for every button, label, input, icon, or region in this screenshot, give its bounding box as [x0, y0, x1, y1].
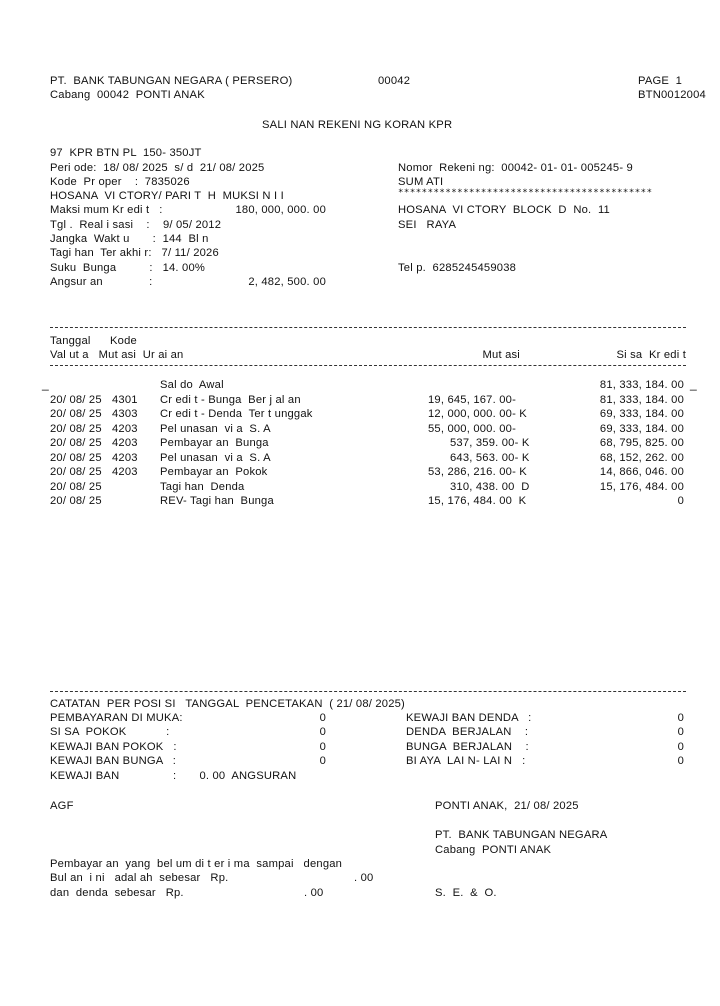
- row-mutasi: 15, 176, 484. 00 K: [428, 495, 527, 507]
- row-sisa: 0: [677, 495, 684, 507]
- table-row: [0, 378, 720, 392]
- row-code: 4303: [112, 408, 138, 420]
- project-name: HOSANA VI CTORY/ PARI T H MUKSI N I I: [50, 190, 284, 202]
- row-desc: Pel unasan vi a S. A: [160, 422, 271, 435]
- note-value: 0: [319, 741, 326, 753]
- row-date: 20/ 08/ 25: [50, 466, 102, 478]
- tagihan-terakhir: Tagi han Ter akhi r: 7/ 11/ 2026: [50, 247, 219, 259]
- footer-branch: Cabang PONTI ANAK: [435, 844, 552, 856]
- table-row: [0, 407, 720, 421]
- phone: Tel p. 6285245459038: [398, 262, 517, 274]
- row-desc: Pel unasan vi a S. A: [160, 451, 271, 464]
- row-sisa: 15, 176, 484. 00: [599, 480, 684, 493]
- col-kode: Kode: [110, 335, 137, 347]
- place-date: PONTI ANAK, 21/ 08/ 2025: [435, 800, 579, 812]
- table-row: [0, 393, 720, 407]
- stars-separator: *******************************************: [398, 188, 653, 198]
- tgl-realisasi: Tgl . Real i sasi : 9/ 05/ 2012: [50, 219, 222, 231]
- table-row: [0, 494, 720, 508]
- row-mutasi: 643, 563. 00- K: [450, 451, 530, 464]
- kewajiban-label: KEWAJI BAN: [50, 770, 120, 782]
- notes-title: CATATAN PER POSI SI TANGGAL PENCETAKAN ( 21/ 08/ 2025): [50, 698, 405, 710]
- address-line-1: HOSANA VI CTORY BLOCK D No. 11: [398, 204, 610, 216]
- page-number: PAGE 1: [638, 75, 683, 87]
- footer-line-2: Bul an i ni adal ah sebesar Rp.: [50, 872, 229, 884]
- note-label: BUNGA BERJALAN :: [406, 741, 529, 753]
- note-label: KEWAJI BAN BUNGA :: [50, 755, 177, 767]
- row-date: 20/ 08/ 25: [50, 422, 102, 435]
- row-mutasi: 537, 359. 00- K: [450, 437, 530, 449]
- customer-name: SUM ATI: [398, 176, 444, 188]
- jangka-waktu: Jangka Wakt u : 144 Bl n: [50, 233, 209, 245]
- note-value: 0: [319, 726, 326, 738]
- row-sisa: 69, 333, 184. 00: [599, 422, 684, 435]
- row-desc: REV- Tagi han Bunga: [160, 495, 274, 507]
- row-date: 20/ 08/ 25: [50, 408, 102, 420]
- suku-bunga: Suku Bunga : 14. 00%: [50, 262, 206, 274]
- col-tanggal: Tanggal: [50, 335, 91, 347]
- kode-proper: Kode Pr oper : 7835026: [50, 176, 190, 188]
- branch-name: Cabang 00042 PONTI ANAK: [50, 89, 205, 101]
- row-code: 4203: [112, 437, 138, 449]
- row-sisa: 81, 333, 184. 00: [599, 379, 684, 391]
- kewajiban-value: : 0. 00 ANGSURAN: [173, 770, 297, 782]
- row-code: 4301: [112, 393, 138, 406]
- note-value: 0: [677, 712, 684, 724]
- table-row: [0, 436, 720, 450]
- angsuran-value: 2, 482, 500. 00: [248, 276, 326, 288]
- margin-mark-left: _: [42, 377, 49, 391]
- row-date: 20/ 08/ 25: [50, 480, 102, 493]
- note-label: PEMBAYARAN DI MUKA:: [50, 712, 183, 724]
- footer-line-2-amount: . 00: [354, 872, 374, 884]
- note-value: 0: [677, 726, 684, 738]
- row-date: 20/ 08/ 25: [50, 495, 102, 507]
- note-value: 0: [319, 755, 326, 767]
- row-mutasi: 310, 438. 00 D: [450, 480, 530, 493]
- note-value: 0: [677, 755, 684, 767]
- periode: Peri ode: 18/ 08/ 2025 s/ d 21/ 08/ 2025: [50, 162, 265, 174]
- agf-label: AGF: [50, 800, 74, 812]
- row-desc: Cr edi t - Bunga Ber j al an: [160, 393, 301, 406]
- row-mutasi: 12, 000, 000. 00- K: [428, 408, 527, 420]
- note-value: 0: [319, 712, 326, 724]
- row-date: 20/ 08/ 25: [50, 451, 102, 464]
- row-code: 4203: [112, 466, 138, 478]
- note-label: KEWAJI BAN POKOK :: [50, 741, 177, 753]
- footer-line-1: Pembayar an yang bel um di t er i ma sampai dengan: [50, 858, 343, 870]
- row-desc: Pembayar an Pokok: [160, 466, 268, 478]
- page-title: SALI NAN REKENI NG KORAN KPR: [262, 119, 453, 131]
- row-sisa: 14, 866, 046. 00: [599, 466, 684, 478]
- row-code: 4203: [112, 422, 138, 435]
- product-name: 97 KPR BTN PL 150- 350JT: [50, 147, 202, 159]
- table-row: [0, 465, 720, 479]
- max-kredit-label: Maksi mum Kr edi t :: [50, 204, 163, 216]
- margin-mark-right: _: [690, 377, 697, 391]
- row-desc: Cr edi t - Denda Ter t unggak: [160, 408, 313, 420]
- table-row: [0, 422, 720, 436]
- footer-line-3-amount: . 00: [304, 887, 324, 899]
- row-date: 20/ 08/ 25: [50, 437, 102, 449]
- note-label: KEWAJI BAN DENDA :: [406, 712, 532, 724]
- row-sisa: 68, 152, 262. 00: [599, 451, 684, 464]
- angsuran-label: Angsur an :: [50, 276, 153, 288]
- row-date: 20/ 08/ 25: [50, 393, 102, 406]
- max-kredit-value: 180, 000, 000. 00: [235, 204, 326, 216]
- col-header-row2: Val ut a Mut asi Ur ai an: [50, 349, 184, 361]
- row-desc: Sal do Awal: [160, 379, 224, 391]
- row-mutasi: 53, 286, 216. 00- K: [428, 466, 527, 478]
- branch-code: 00042: [378, 75, 411, 87]
- bank-name: PT. BANK TABUNGAN NEGARA ( PERSERO): [50, 75, 293, 87]
- address-line-2: SEI RAYA: [398, 219, 457, 231]
- divider: [50, 691, 686, 692]
- note-value: 0: [677, 741, 684, 753]
- row-sisa: 69, 333, 184. 00: [599, 408, 684, 420]
- note-label: BI AYA LAI N- LAI N :: [406, 755, 526, 767]
- row-sisa: 68, 795, 825. 00: [599, 437, 684, 449]
- report-id: BTN0012004: [638, 89, 706, 101]
- signature-label: S. E. & O.: [435, 887, 497, 899]
- table-row: [0, 480, 720, 494]
- col-sisa-kredit: Si sa Kr edi t: [616, 349, 686, 361]
- note-label: SI SA POKOK :: [50, 726, 170, 738]
- row-mutasi: 55, 000, 000. 00-: [428, 422, 516, 435]
- row-mutasi: 19, 645, 167. 00-: [428, 393, 516, 406]
- row-desc: Pembayar an Bunga: [160, 437, 269, 449]
- footer-bank: PT. BANK TABUNGAN NEGARA: [435, 829, 608, 841]
- note-label: DENDA BERJALAN :: [406, 726, 529, 738]
- row-sisa: 81, 333, 184. 00: [599, 393, 684, 406]
- col-mutasi: Mut asi: [482, 349, 520, 361]
- row-code: 4203: [112, 451, 138, 464]
- divider: [50, 365, 686, 366]
- footer-line-3: dan denda sebesar Rp.: [50, 887, 184, 899]
- row-desc: Tagi han Denda: [160, 480, 245, 493]
- divider: [50, 327, 686, 328]
- table-row: [0, 451, 720, 465]
- nomor-rekening: Nomor Rekeni ng: 00042- 01- 01- 005245- 9: [398, 162, 633, 174]
